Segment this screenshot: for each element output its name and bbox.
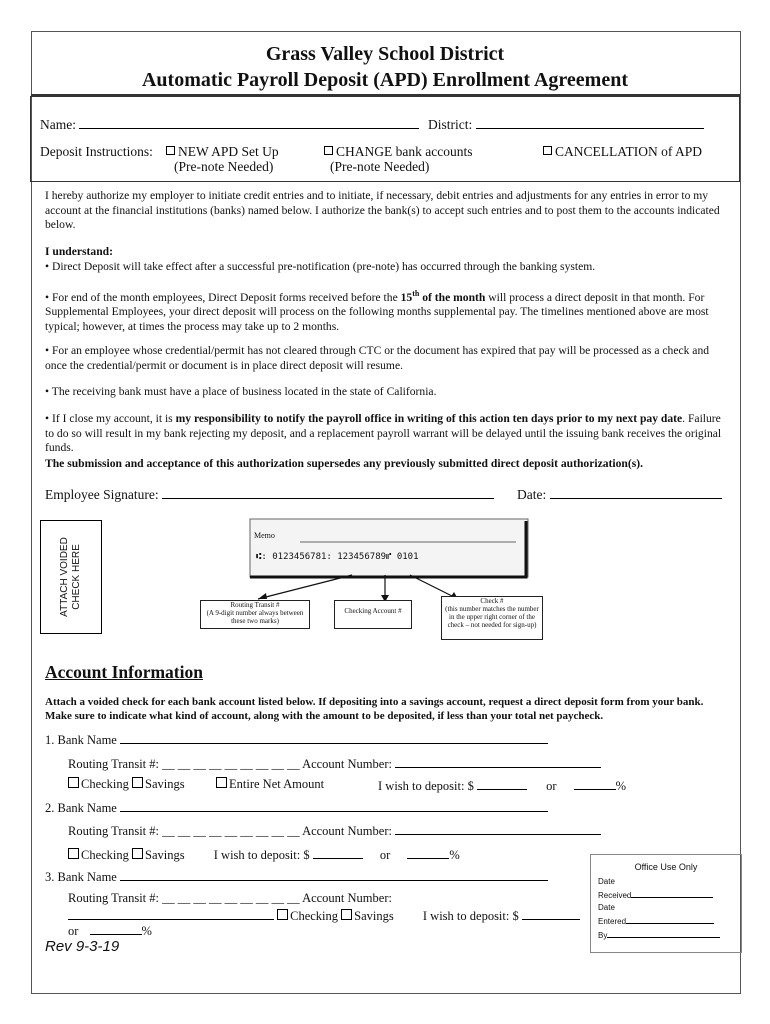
new-apd-checkbox[interactable] [166,146,175,155]
office-received-field[interactable] [631,889,713,898]
bank3-account-field[interactable] [68,907,274,920]
bank3-savings-checkbox[interactable] [341,909,352,920]
change-bank-checkbox[interactable] [324,146,333,155]
district-label: District: [428,117,473,132]
option-change-bank[interactable] [324,144,472,160]
office-use-box [590,854,742,953]
bullet-timeline-bold: of the month [419,290,486,304]
bank2-account-label: Account Number: [302,824,392,838]
date-field[interactable] [550,486,722,499]
bank3-row [45,868,548,885]
attach-check-box [40,520,102,634]
deposit-instructions-label: Deposit Instructions: [40,144,153,159]
bank2-label: 2. Bank Name [45,801,117,815]
bullet-timeline-sup: th [412,289,420,298]
office-use-title: Office Use Only [634,862,698,872]
routing-callout-title: Routing Transit # [230,601,280,609]
change-bank-note: (Pre-note Needed) [330,159,430,174]
bank1-percent-sign: % [615,779,627,793]
bank1-checking-checkbox[interactable] [68,777,79,788]
bullet-close-text-b: . Failure to do so will result in my bank rejecting my deposit, and a replacement payroll warrant will be delayed until the issuing bank receives the original funds. [45,412,722,455]
office-by-field[interactable] [607,929,720,938]
cancellation-label: CANCELLATION of APD [555,144,702,159]
bank3-savings-label: Savings [354,909,394,923]
bank2-amount-field[interactable] [313,846,363,859]
bullet-california: • The receiving bank must have a place of business located in the state of California. [45,385,437,398]
bank2-routing-row [68,822,601,839]
office-received-row [598,889,741,900]
office-entered-row [598,915,741,926]
bullet-timeline-text-b: will process a direct deposit in that month. For Supplemental Employees, your direct deposit will process on the following months supplemental pay. The timelines mentioned above are most typical; however, at times the process may take up to 2 months. [45,290,709,334]
bank3-amount-field[interactable] [522,907,580,920]
office-by-row [598,929,741,940]
office-date2-label: Date [598,903,615,912]
routing-pointer [258,575,352,599]
bank1-entire-net-label: Entire Net Amount [229,777,325,791]
bank2-savings-checkbox[interactable] [132,848,143,859]
bullet-timeline-text-a: • For end of the month employees, Direct Deposit forms received before the [45,290,401,304]
routing-arrowhead [258,593,267,599]
office-entered-field[interactable] [626,915,714,924]
date-label: Date: [517,487,547,502]
bullet-close-account [45,412,725,456]
check-number-callout [441,596,543,640]
bank2-account-field[interactable] [395,822,601,835]
bank3-name-field[interactable] [120,868,548,881]
bank3-or: or [68,924,79,938]
bank1-account-field[interactable] [395,755,601,768]
bank2-wish-label: I wish to deposit: $ [213,848,310,862]
form-title-agreement: Automatic Payroll Deposit (APD) Enrollment Agreement [141,69,629,91]
bank1-label: 1. Bank Name [45,733,117,747]
bank3-percent-row [68,922,152,939]
account-callout: Checking Account # [334,600,412,629]
bank2-savings-label: Savings [145,848,185,862]
bank2-percent-sign: % [449,848,460,862]
name-row [40,116,419,133]
cheque-memo: Memo [254,531,275,540]
district-field[interactable] [476,116,704,129]
cheque-micr-line: ⑆: 0123456781: 123456789⑈ 0101 [256,552,419,562]
bank1-checking-label: Checking [81,777,129,791]
bank1-routing-field[interactable]: __ __ __ __ __ __ __ __ __ [162,757,300,771]
attach-check-text: ATTACH VOIDED CHECK HERE [59,537,82,617]
bank3-routing-field[interactable]: __ __ __ __ __ __ __ __ __ [162,891,300,905]
bank2-or: or [379,848,391,862]
bank1-entire-net[interactable] [216,777,324,792]
check-number-note: (this number matches the number in the upper right corner of the check – not needed for sign-up) [445,605,539,629]
bank1-wish-label: I wish to deposit: $ [378,779,474,793]
signature-row [45,486,494,503]
bank2-checking-checkbox[interactable] [68,848,79,859]
district-row [428,116,704,133]
revision-label: Rev 9-3-19 [45,938,120,955]
bank3-wish-label: I wish to deposit: $ [422,909,519,923]
routing-callout-note: (A 9-digit number always between these two marks) [206,609,304,625]
bank1-savings-checkbox[interactable] [132,777,143,788]
bank2-routing-label: Routing Transit #: [68,824,159,838]
authorization-paragraph: I hereby authorize my employer to initiate credit entries and to initiate, if necessary, debit entries and adjustments for any entries in error to my account at the financial institutions (banks) named below. I authorize the bank(s) to accept such entries and to post them to the accounts indicated below. [45,189,720,232]
bank1-or: or [546,779,557,793]
routing-callout [200,600,310,629]
bank3-percent-sign: % [141,924,152,938]
bullet-timeline [45,287,725,335]
name-field[interactable] [79,116,419,129]
bullet-credential: • For an employee whose credential/permit has not cleared through CTC or the document has expired that pay will be processed as a check and once the credential/permit or document is in place direct deposit will resume. [45,344,710,372]
bank1-name-field[interactable] [120,731,548,744]
office-date-label: Date [598,877,615,886]
bank3-routing-row [68,891,392,906]
bank1-routing-label: Routing Transit #: [68,757,159,771]
office-by-label: By [598,931,608,940]
bullet-timeline-day: 15 [400,290,413,304]
bank3-account-label: Account Number: [302,891,392,905]
change-bank-label: CHANGE bank accounts [336,144,473,159]
option-new-apd[interactable] [166,144,279,160]
bank1-percent-field[interactable] [574,777,616,790]
signature-field[interactable] [162,486,494,499]
bank2-name-field[interactable] [120,799,548,812]
account-info-heading: Account Information [45,662,203,682]
bank1-routing-row [68,755,601,772]
office-entered-label: Entered [598,917,627,926]
form-title-district: Grass Valley School District [265,43,505,65]
bullet-prenote: • Direct Deposit will take effect after a successful pre-notification (pre-note) has occurred through the banking system. [45,260,596,273]
bank1-savings-label: Savings [145,777,185,791]
new-apd-note: (Pre-note Needed) [174,159,274,174]
bullet-close-bold: my responsibility to notify the payroll office in writing of this action ten days prior to my next pay date [175,412,683,425]
bank2-checking-label: Checking [81,848,129,862]
bank2-type-row [68,846,460,863]
supersede-statement: The submission and acceptance of this authorization supersedes any previously submitted direct deposit authorization(s). [45,457,643,470]
bank2-routing-field[interactable]: __ __ __ __ __ __ __ __ __ [162,824,300,838]
bank1-row [45,731,548,748]
bank1-deposit-row [378,777,626,794]
bank3-routing-label: Routing Transit #: [68,891,159,905]
bank3-checking-checkbox[interactable] [277,909,288,920]
option-cancellation[interactable] [543,144,702,160]
bank1-type-row [68,777,185,792]
bank1-amount-field[interactable] [477,777,527,790]
date-row [517,486,722,503]
account-instructions: Attach a voided check for each bank account listed below. If depositing into a savings account, request a direct deposit form from your bank. Make sure to indicate what kind of account, along with the amount to be deposited, if less than your total net paycheck. [45,696,704,722]
signature-label: Employee Signature: [45,487,159,502]
understand-heading: I understand: [45,245,113,258]
bank3-checking-label: Checking [290,909,339,923]
bank3-label: 3. Bank Name [45,870,117,884]
bank2-row [45,799,548,816]
office-received-label: Received [598,891,632,900]
cancellation-checkbox[interactable] [543,146,552,155]
bank1-entire-net-checkbox[interactable] [216,777,227,788]
bank2-percent-field[interactable] [407,846,449,859]
bank1-account-label: Account Number: [302,757,392,771]
name-label: Name: [40,117,76,132]
bank3-percent-field[interactable] [90,922,142,935]
check-number-title: Check # [480,597,504,605]
new-apd-label: NEW APD Set Up [178,144,279,159]
bullet-close-text-a: • If I close my account, it is [45,412,176,425]
cheque-body [250,519,528,577]
